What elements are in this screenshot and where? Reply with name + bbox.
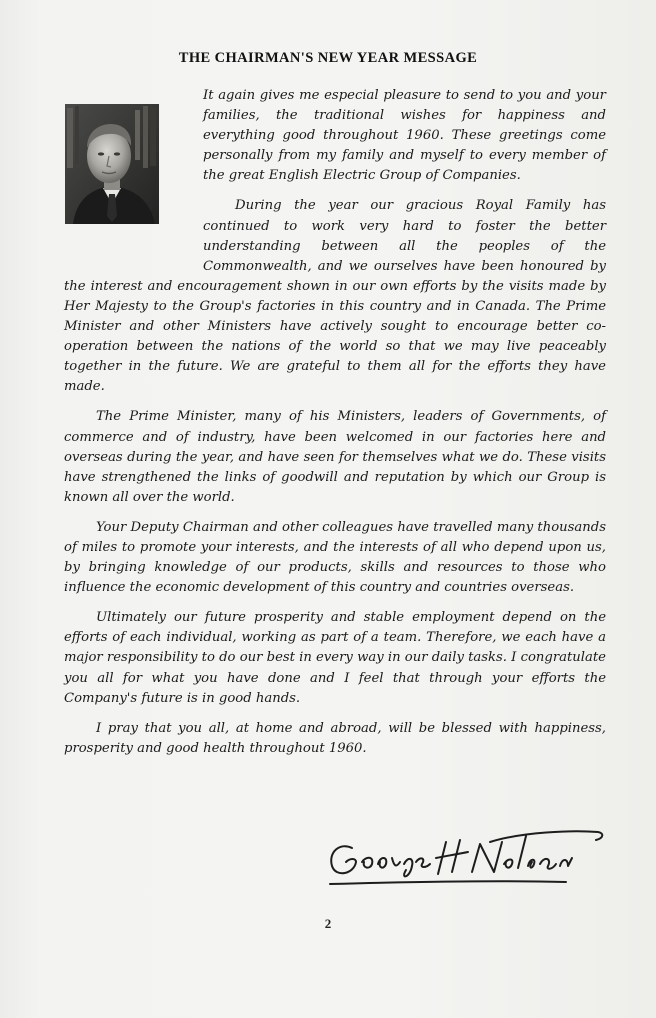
photo-wrap-spacer <box>64 86 203 268</box>
page-title: THE CHAIRMAN'S NEW YEAR MESSAGE <box>178 50 478 66</box>
paragraph-2: During the year our gracious Royal Family has continued to work very hard to foster the better understanding between all the peoples of the Commonwealth, and we ourselves have been honoured by the interest and encouragement shown in our own efforts by the visits made by Her Majesty to the Group's factories in this country and in Canada. The Prime Minister and other Ministers have actively sought to encourage better co-operation between the nations of the world so that we may live peaceably together in the future. We are grateful to them all for the efforts they have made. <box>64 198 606 395</box>
paragraph-4: Your Deputy Chairman and other colleagues have travelled many thousands of miles to promote your interests, and the interests of all who depend upon us, by bringing knowledge of our products, skills and resources to those who influence the economic development of this country and countries overseas. <box>64 519 606 596</box>
paragraph-1: It again gives me especial pleasure to send to you and your families, the traditional wishes for happiness and everything good throughout 1960. These greetings come personally from my family and myself to every member of the great English Electric Group of Companies. <box>203 88 606 184</box>
message-body <box>64 86 606 769</box>
paragraph-6: I pray that you all, at home and abroad, will be blessed with happiness, prosperity and good health throughout 1960. <box>64 720 606 756</box>
handwritten-signature <box>322 822 607 892</box>
signature-graphic <box>322 822 607 892</box>
paragraph-3: The Prime Minister, many of his Ministers, leaders of Governments, of commerce and of industry, have been welcomed in our factories here and overseas during the year, and have seen for themselves what we do. These visits have strengthened the links of goodwill and reputation by which our Group is known all over the world. <box>64 409 606 505</box>
paragraph-5: Ultimately our future prosperity and stable employment depend on the efforts of each individual, working as part of a team. Therefore, we each have a major responsibility to do our best in every way in our daily tasks. I congratulate you all for what you have done and I feel that through your efforts the Company's future is in good hands. <box>64 610 606 706</box>
page-number: 2 <box>324 916 332 931</box>
